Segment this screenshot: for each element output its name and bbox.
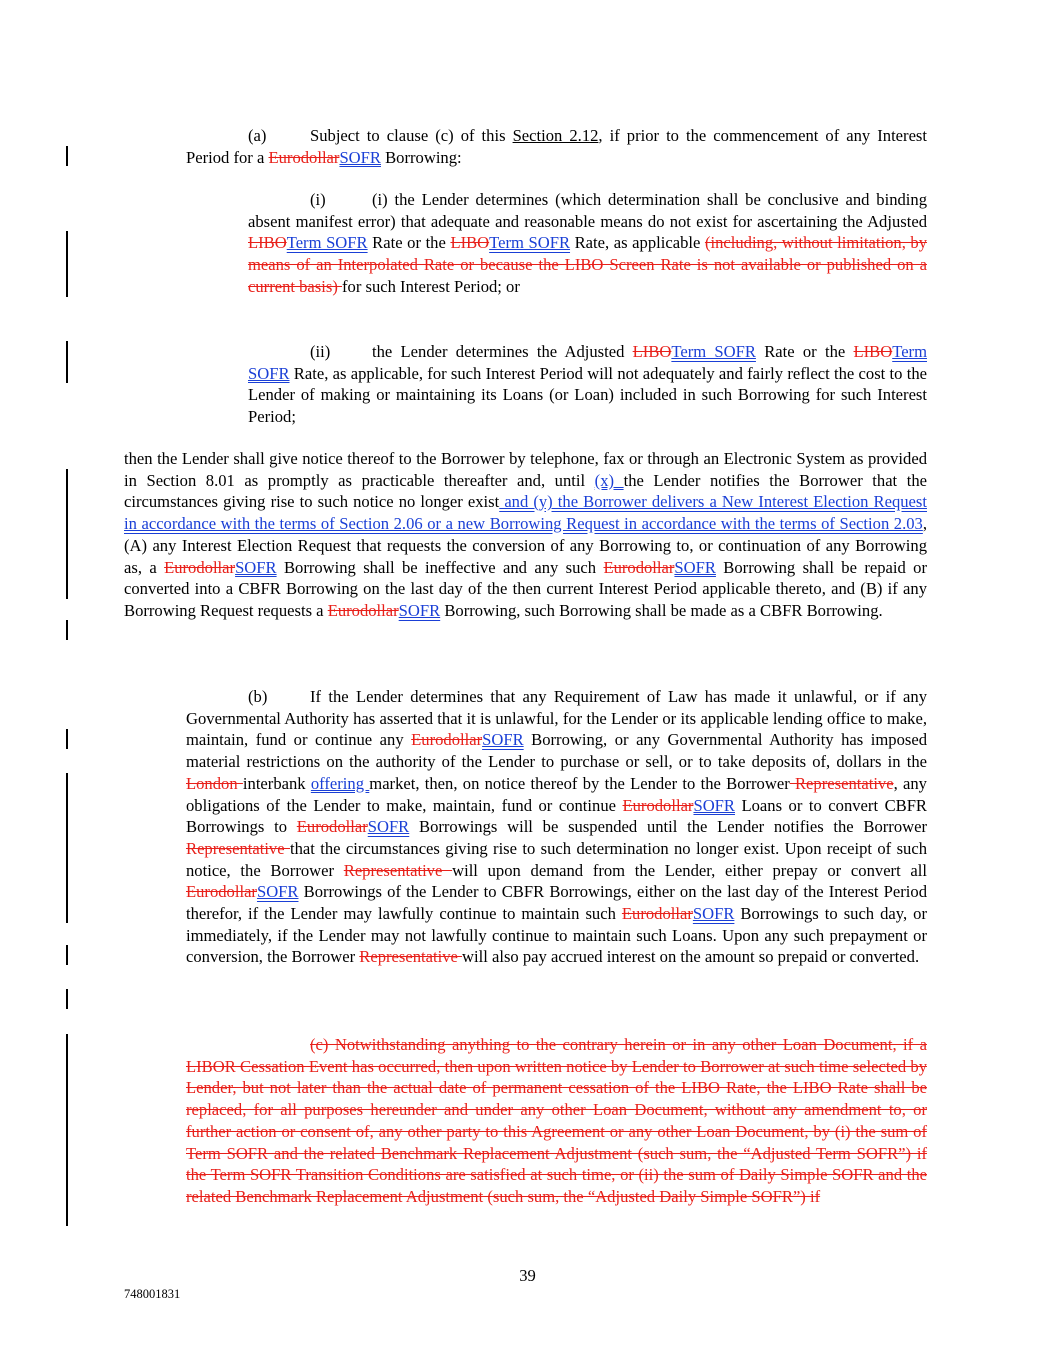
inserted-text: SOFR [339,147,381,167]
deleted-text: Representative [789,773,894,793]
paragraph-label: (a) [248,126,267,145]
inserted-text: SOFR [692,904,735,924]
deleted-text: (including, without limitation, by means of an Interpolated Rate or because the LIBO Screen Rate is not available or published on a current basis) [248,233,928,296]
inserted-text: SOFR [482,730,524,750]
change-bar [66,1034,68,1226]
change-bar [66,989,68,1009]
deleted-text: Eurodollar [296,817,368,837]
deleted-text: Eurodollar [327,600,399,620]
change-bar [66,146,68,166]
deleted-text: LIBO [632,342,672,361]
deleted-text: Eurodollar [186,882,257,902]
paragraph-i: (i) (i) the Lender determines (which determination shall be conclusive and binding absent manifest error) that adequate and reasonable means do not exist for ascertaining the Adjusted LIBOTerm SOFR Rate or the LIBOTerm SOFR Rate, as applicable (including, without limitation, by means of an Interpolated Rate or because the LIBO Screen Rate is not available or published on a current basis) for such Interest Period; or [248,190,928,296]
inserted-text: (x) [594,470,624,490]
paragraph-a: (a) Subject to clause (c) of this Section 2.12, if prior to the commencement of any Interest Period for a EurodollarSOFR Borrowing: [186,126,927,167]
deleted-text: Eurodollar [622,795,694,815]
deleted-text: Eurodollar [621,904,693,924]
inserted-text: and (y) the Borrower delivers a New Interest Election Request in accordance with the terms of Section 2.06 or a new Borrowing Request in accordance with the terms of Section 2.03 [124,492,927,534]
deleted-text: LIBO [450,233,490,253]
deleted-text: Representative [186,838,290,858]
paragraph-label: (i) [310,190,326,209]
change-bar [66,945,68,965]
deleted-text: LIBO [853,342,893,361]
document-id: 748001831 [124,1287,181,1301]
inserted-text: Term SOFR [489,233,571,253]
deleted-text: London [186,773,243,793]
paragraph-label: (ii) [310,342,331,361]
paragraph-c [186,1034,927,1208]
inserted-text: SOFR [256,882,299,902]
inserted-text: offering [310,773,370,793]
inserted-text: Term SOFR [286,233,368,253]
page-number: 39 [519,1266,536,1285]
paragraph-then: then the Lender shall give notice thereof to the Borrower by telephone, fax or through an Electronic System as provided in Section 8.01 as promptly as practicable thereafter and, until (x) the Lender notifies the Borrower that the circumstances giving rise to such notice no longer exist and (y) the Borrower delivers a New Interest Election Request in accordance with the terms of Section 2.06 or a new Borrowing Request in accordance with the terms of Section 2.03, (A) any Interest Election Request that requests the conversion of any Borrowing to, or continuation of any Borrowing as, a EurodollarSOFR Borrowing shall be ineffective and any such EurodollarSOFR Borrowing shall be repaid or converted into a CBFR Borrowing on the last day of the then current Interest Period applicable thereto, and (B) if any Borrowing Request requests a EurodollarSOFR Borrowing, such Borrowing shall be made as a CBFR Borrowing. [124,449,928,620]
inserted-text: SOFR [235,557,277,577]
change-bar [66,341,68,383]
inserted-text: SOFR [674,557,716,577]
deleted-text: Eurodollar [164,557,236,577]
deleted-text: Representative [359,947,463,967]
deleted-text: Eurodollar [411,730,483,750]
section-reference: Section 2.12 [512,126,599,145]
inserted-text: SOFR [367,817,410,837]
deleted-text: (c) Notwithstanding anything to the contrary herein or in any other Loan Document, if a LIBOR Cessation Event has occurred, then upon written notice by Lender to Borrower at such time selected by Lender, but not later than the actual date of permanent cessation of the LIBO Rate, the LIBO Rate shall be replaced, for all purposes hereunder and under any other Loan Document, without any amendment to, or further action or consent of, any other party to this Agreement or any other Loan Document, by (i) the sum of Term SOFR and the related Benchmark Replacement Adjustment (such sum, the “Adjusted Term SOFR”) if the Term SOFR Transition Conditions are satisfied at such time, or (ii) the sum of Daily Simple SOFR and the related Benchmark Replacement Adjustment (such sum, the “Adjusted Daily Simple SOFR”) if [186,1035,927,1206]
deleted-text: Eurodollar [603,557,675,577]
deleted-text: LIBO [248,233,287,253]
change-bar [66,231,68,297]
paragraph-label: (b) [248,687,268,706]
paragraph-b: (b) If the Lender determines that any Requirement of Law has made it unlawful, or if any Governmental Authority has asserted that it is unlawful, for the Lender or its applicable lending office to make, maintain, fund or continue any EurodollarSOFR Borrowing, or any Governmental Authority has imposed material restrictions on the authority of the Lender to purchase or sell, or to take deposits of, dollars in the London interbank offering market, then, on notice thereof by the Lender to the Borrower Representative, any obligations of the Lender to make, maintain, fund or continue EurodollarSOFR Loans or to convert CBFR Borrowings to EurodollarSOFR Borrowings will be suspended until the Lender notifies the Borrower Representative that the circumstances giving rise to such determination no longer exist. Upon receipt of such notice, the Borrower Representative will upon demand from the Lender, either prepay or convert all EurodollarSOFR Borrowings of the Lender to CBFR Borrowings, either on the last day of the Interest Period therefor, if the Lender may lawfully continue to maintain such EurodollarSOFR Borrowings to such day, or immediately, if the Lender may not lawfully continue to maintain such Loans. Upon any such prepayment or conversion, the Borrower Representative will also pay accrued interest on the amount so prepaid or converted. [186,687,928,967]
inserted-text: SOFR [693,795,735,815]
change-bar [66,620,68,640]
inserted-text: Term SOFR [248,342,927,383]
change-bar [66,773,68,923]
change-bar [66,729,68,749]
paragraph-ii: (ii) the Lender determines the Adjusted LIBOTerm SOFR Rate or the LIBOTerm SOFR Rate, as applicable, for such Interest Period will not adequately and fairly reflect the cost to the Lender of making or maintaining its Loans (or Loan) included in such Borrowing for such Interest Period; [248,342,927,427]
inserted-text: Term SOFR [671,342,756,361]
inserted-text: SOFR [398,600,441,620]
deleted-text: Representative [343,860,453,880]
change-bar [66,469,68,599]
deleted-text: Eurodollar [268,147,340,167]
